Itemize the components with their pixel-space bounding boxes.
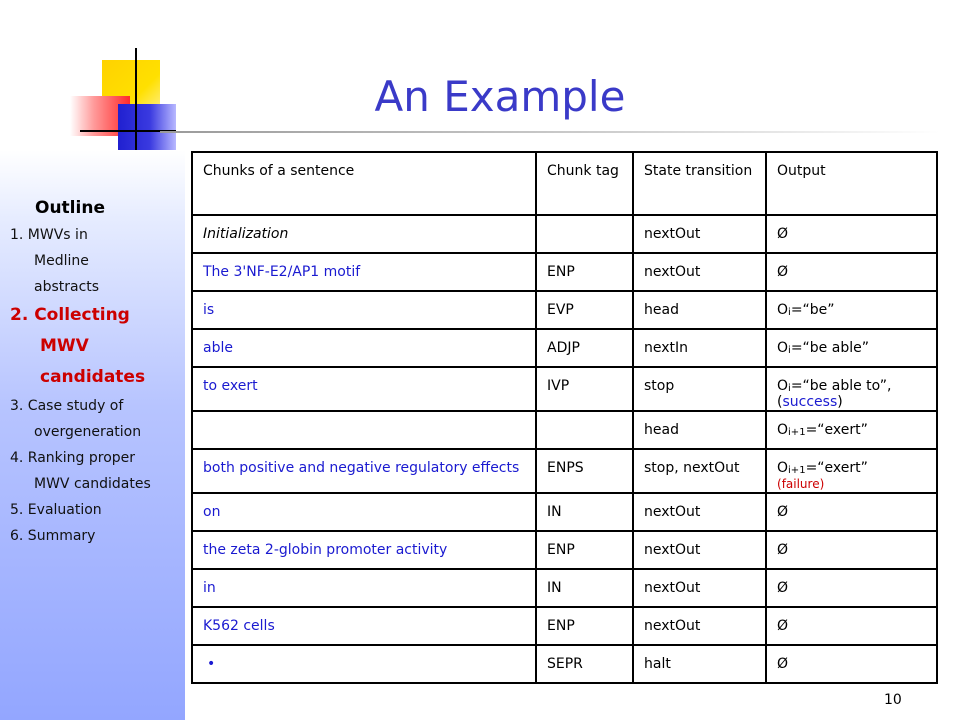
outline-item-1-line2[interactable]: Medline [34,253,89,269]
cell-tag: IN [536,569,633,607]
outline-item-3-line1[interactable]: 3. Case study of [10,398,124,414]
cell-state: nextOut [633,493,766,531]
output-success: success [782,394,838,410]
output-paren-open: ( [777,394,783,410]
table-row [192,531,937,569]
outline-item-4-line1[interactable]: 4. Ranking proper [10,450,136,466]
output-o: O [777,340,789,356]
cell-tag: ENPS [536,449,633,493]
cell-chunk [192,411,536,449]
cell-output [766,411,937,449]
cell-state: head [633,411,766,449]
outline-item-3-line2[interactable]: overgeneration [34,424,142,440]
header-chunks: Chunks of a sentence [192,152,536,215]
output-subscript: i [788,383,791,394]
cell-output [766,367,937,411]
cell-chunk: in [192,569,536,607]
cell-output: Ø [766,607,937,645]
output-o: O [777,302,789,318]
cell-output: Ø [766,645,937,683]
outline-item-2-line1[interactable]: 2. Collecting [10,305,130,325]
output-paren-close: ) [819,477,825,491]
cell-chunk: both positive and negative regulatory effects [192,449,536,493]
title-underline [160,131,940,133]
header-state-transition: State transition [633,152,766,215]
cell-state: stop [633,367,766,411]
table-row [192,253,937,291]
outline-item-4-line2[interactable]: MWV candidates [34,476,151,492]
cell-output: Ø [766,253,937,291]
output-subscript: i+1 [788,427,806,438]
cell-tag [536,215,633,253]
outline-item-2-line3[interactable]: candidates [40,367,146,387]
output-failure: failure [781,477,820,491]
output-value: =“exert” [805,422,868,438]
cell-chunk: K562 cells [192,607,536,645]
cell-output: Ø [766,493,937,531]
outline-item-5[interactable]: 5. Evaluation [10,502,102,518]
cell-state: nextOut [633,607,766,645]
cell-tag: ENP [536,253,633,291]
example-table [191,151,938,684]
outline-item-2-line2[interactable]: MWV [40,336,89,356]
cell-state: halt [633,645,766,683]
table-row [192,329,937,367]
cell-chunk: on [192,493,536,531]
table-header-row [192,152,937,215]
header-output: Output [766,152,937,215]
cell-output [766,449,937,493]
output-value: =“exert” [805,460,868,476]
cell-state: head [633,291,766,329]
output-subscript: i [788,307,791,318]
cell-chunk: is [192,291,536,329]
output-subscript: i [788,345,791,356]
cell-chunk: able [192,329,536,367]
header-chunk-tag: Chunk tag [536,152,633,215]
table-row [192,291,937,329]
cell-tag: SEPR [536,645,633,683]
table-row [192,449,937,493]
cell-chunk: The 3'NF-E2/AP1 motif [192,253,536,291]
output-paren-close: ) [837,394,843,410]
cell-chunk: to exert [192,367,536,411]
cell-state: nextOut [633,569,766,607]
output-value: =“be able” [790,340,869,356]
cell-state: nextOut [633,215,766,253]
output-o: O [777,422,789,438]
cell-tag: EVP [536,291,633,329]
slide-title: An Example [374,72,626,121]
cell-tag: ENP [536,607,633,645]
outline-item-6[interactable]: 6. Summary [10,528,96,544]
outline-item-1-line1[interactable]: 1. MWVs in [10,227,88,243]
table-row [192,411,937,449]
output-value: =“be able to”, [790,378,892,394]
output-subscript: i+1 [788,465,806,476]
table-row [192,569,937,607]
outline-heading: Outline [35,198,105,218]
cell-output: Ø [766,531,937,569]
cell-state: nextIn [633,329,766,367]
table-row [192,215,937,253]
page-number: 10 [884,692,902,708]
table-row [192,607,937,645]
cell-output: Ø [766,569,937,607]
cell-tag: IN [536,493,633,531]
outline-list [10,198,185,549]
output-o: O [777,460,789,476]
table-row [192,645,937,683]
cell-state: stop, nextOut [633,449,766,493]
cell-output: Ø [766,215,937,253]
cell-chunk-bullet: • [192,645,536,683]
cell-state: nextOut [633,253,766,291]
logo-vertical-line [135,48,137,160]
cell-tag: ENP [536,531,633,569]
table-row [192,367,937,411]
cell-tag: ADJP [536,329,633,367]
cell-chunk: Initialization [192,215,536,253]
cell-chunk: the zeta 2-globin promoter activity [192,531,536,569]
output-value: =“be” [790,302,835,318]
cell-output [766,329,937,367]
table-row [192,493,937,531]
output-paren-open: ( [777,477,782,491]
outline-item-1-line3[interactable]: abstracts [34,279,100,295]
output-o: O [777,378,789,394]
cell-tag: IVP [536,367,633,411]
cell-state: nextOut [633,531,766,569]
cell-output [766,291,937,329]
cell-tag [536,411,633,449]
